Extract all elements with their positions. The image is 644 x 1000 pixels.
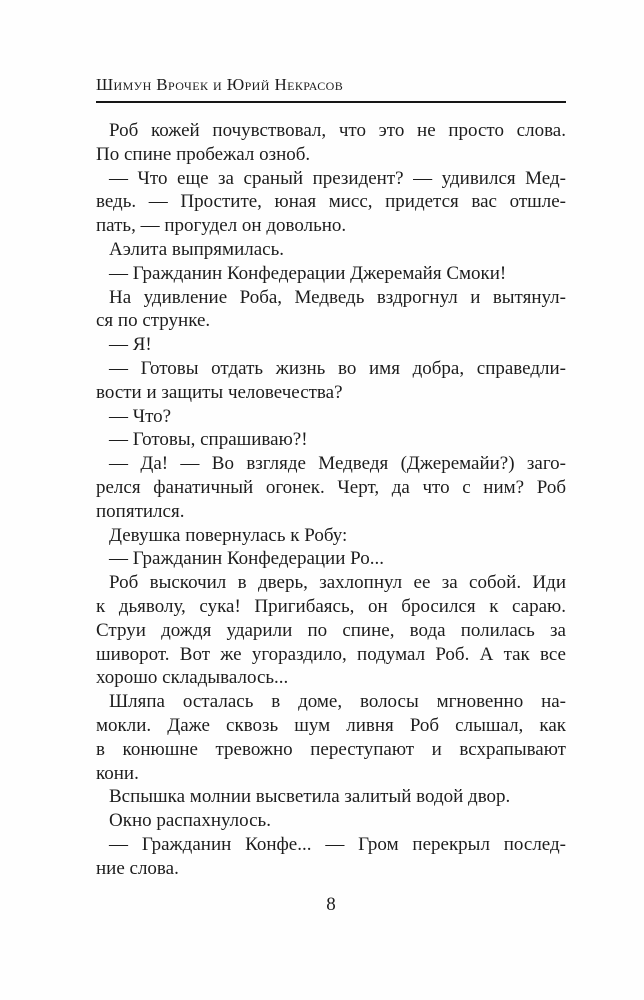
body-line: Струи дождя ударили по спине, вода полилась за xyxy=(96,619,566,641)
paragraph xyxy=(96,262,566,286)
paragraph xyxy=(96,333,566,357)
paragraph xyxy=(96,119,566,167)
body-line: Девушка повернулась к Робу: xyxy=(109,524,348,546)
body-line: Аэлита выпрямилась. xyxy=(109,238,284,260)
body-line: к дьяволу, сука! Пригибаясь, он бросился к сараю. xyxy=(96,595,566,617)
body-line: вости и защиты человечества? xyxy=(96,381,343,403)
body-line: — Готовы, спрашиваю?! xyxy=(109,429,308,451)
body-line: хорошо складывалось... xyxy=(96,667,289,689)
body-line: — Готовы отдать жизнь во имя добра, справедли- xyxy=(109,357,566,379)
body-line: Роб кожей почувствовал, что это не просто слова. xyxy=(109,120,566,141)
paragraph xyxy=(96,809,566,833)
paragraph xyxy=(96,428,566,452)
body-line: шиворот. Вот же угораздило, подумал Роб. А так все xyxy=(96,643,566,665)
body-line: — Что еще за сраный президент? — удивился Мед- xyxy=(109,167,566,189)
body-line: На удивление Роба, Медведь вздрогнул и вытянул- xyxy=(109,286,566,308)
page-number: 8 xyxy=(326,893,336,915)
body-line: ведь. — Простите, юная мисс, придется вас отшле- xyxy=(96,191,566,213)
body-line: пать, — прогудел он довольно. xyxy=(96,215,347,237)
paragraph xyxy=(96,452,566,523)
paragraph xyxy=(96,405,566,429)
paragraph xyxy=(96,524,566,548)
body-text xyxy=(96,119,566,881)
paragraph xyxy=(96,785,566,809)
paragraph xyxy=(96,547,566,571)
body-line: ся по струнке. xyxy=(96,310,211,332)
body-line: релся фанатичный огонек. Черт, да что с ним? Роб xyxy=(96,476,566,498)
body-line: По спине пробежал озноб. xyxy=(96,143,311,165)
paragraph xyxy=(96,690,566,785)
body-line: ние слова. xyxy=(96,857,179,879)
body-line: — Гражданин Конфе... — Гром перекрыл послед- xyxy=(109,833,566,855)
paragraph xyxy=(96,833,566,881)
running-header: Шимун Врочек и Юрий Некрасов xyxy=(96,74,566,103)
body-line: Вспышка молнии высветила залитый водой двор. xyxy=(109,786,511,808)
body-line: Шляпа осталась в доме, волосы мгновенно на- xyxy=(109,691,566,713)
body-line: в конюшне тревожно переступают и всхрапывают xyxy=(96,738,566,760)
body-line: мокли. Даже сквозь шум ливня Роб слышал, как xyxy=(96,714,566,736)
paragraph xyxy=(96,571,566,690)
body-line: кони. xyxy=(96,762,139,784)
body-line: попятился. xyxy=(96,500,185,522)
text-column xyxy=(96,74,566,916)
body-line: Роб выскочил в дверь, захлопнул ее за собой. Иди xyxy=(109,572,566,594)
body-line: Окно распахнулось. xyxy=(109,810,271,832)
body-line: — Гражданин Конфедерации Джеремайя Смоки! xyxy=(109,262,507,284)
body-line: — Гражданин Конфедерации Ро... xyxy=(109,548,384,570)
paragraph xyxy=(96,357,566,405)
body-line: — Да! — Во взгляде Медведя (Джеремайи?) заго- xyxy=(109,453,566,475)
body-line: — Я! xyxy=(109,334,152,356)
body-line: — Что? xyxy=(109,405,172,427)
paragraph xyxy=(96,286,566,334)
paragraph xyxy=(96,238,566,262)
paragraph xyxy=(96,167,566,238)
